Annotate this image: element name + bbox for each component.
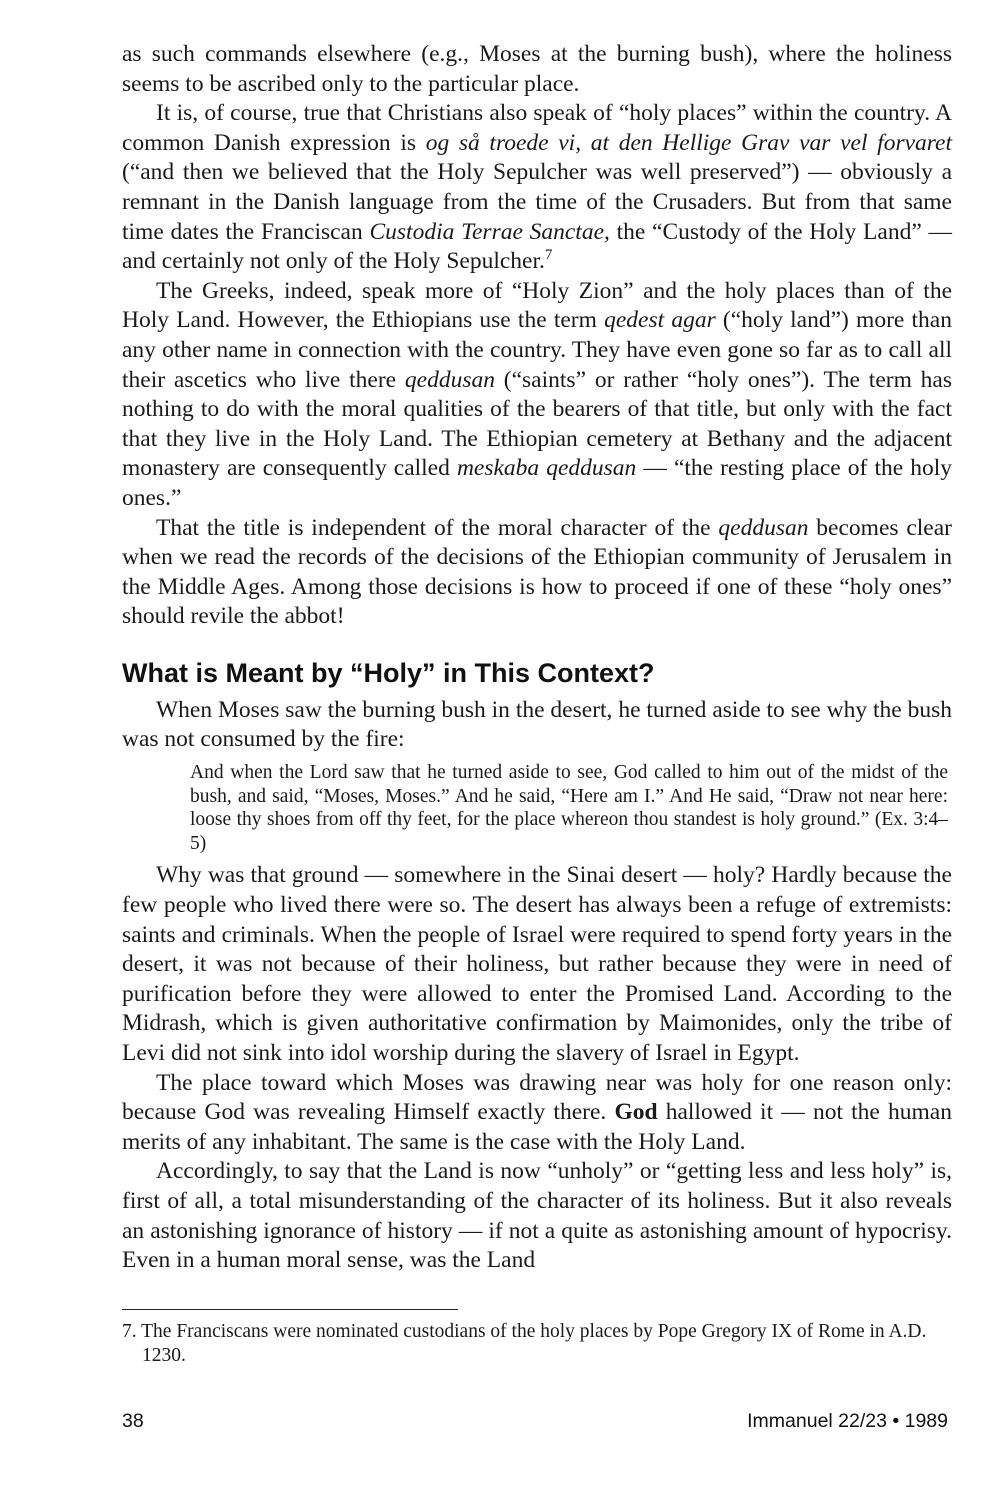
text-run: becomes clear when we read the records of the decisions of the Ethiopian community of Jerusalem in the Middle Ages. Among those decisions is how to proceed if one of these “holy ones” should revile the abbot! xyxy=(122,514,952,630)
italic-text: meskaba qeddusan xyxy=(456,455,637,482)
italic-text: qeddusan xyxy=(718,514,809,541)
paragraph xyxy=(122,514,952,632)
main-text xyxy=(122,40,952,1276)
paragraph: When Moses saw the burning bush in the desert, he turned aside to see why the bush was not consumed by the fire: xyxy=(122,696,952,753)
text-run: (“saints” or rather “holy ones”). The term has nothing to do with the moral qualities of the bearers of that title, but only with the fact that they live in the Holy Land. The Ethiopian cemetery at Bethany and the adjacent monastery are consequently called xyxy=(122,366,952,482)
section-heading: What is Meant by “Holy” in This Context? xyxy=(122,657,655,688)
paragraph xyxy=(122,277,952,514)
text-run: The Greeks, indeed, speak more of “Holy Zion” and the holy places than of the Holy Land. However, the Ethiopians use the term xyxy=(122,277,952,334)
footnote-divider xyxy=(122,1309,458,1310)
bold-text: God xyxy=(614,1099,658,1126)
block-quote: And when the Lord saw that he turned aside to see, God called to him out of the midst of the bush, and said, “Moses, Moses.” And he said, “Here am I.” And He said, “Draw not near here: loose thy shoes from off thy feet, for the place whereon thou standest is holy ground.” (Ex. 3:4–5) xyxy=(190,762,948,854)
footnote xyxy=(122,1320,952,1368)
text-run: the “Custody of the Holy Land” — and certainly not only of the Holy Sepulcher. xyxy=(122,218,952,275)
italic-text: Custodia Terrae Sanctae, xyxy=(369,218,610,245)
paragraph: Why was that ground — somewhere in the Sinai desert — holy? Hardly because the few people who lived there were so. The desert has always been a refuge of extremists: saints and criminals. When the people of Israel were required to spend forty years in the desert, it was not because of their holiness, but rather because they were in need of purification before they were allowed to enter the Promised Land. According to the Midrash, which is given authoritative confirmation by Maimonides, only the tribe of Levi did not sink into idol worship during the slavery of Israel in Egypt. xyxy=(122,862,952,1066)
text-run: It is, of course, true that Christians also speak of “holy places” within the country. A common Danish expression is xyxy=(122,100,952,156)
text-run: That the title is independent of the moral character of the xyxy=(156,514,719,541)
text-run: (“and then we believed that the Holy Sepulcher was well preserved”) — obviously a remnant in the Danish language from the time of the Crusaders. But from that same time dates the Franciscan xyxy=(122,159,952,245)
paragraph: as such commands elsewhere (e.g., Moses at the burning bush), where the holiness seems to be ascribed only to the particular place. xyxy=(122,41,952,97)
italic-text: qeddusan xyxy=(404,366,495,393)
footnote-marker[interactable]: 7 xyxy=(544,247,553,264)
page-number: 38 xyxy=(122,1410,144,1432)
footnote-text: 7. The Franciscans were nominated custodians of the holy places by Pope Gregory IX of Rome in A.D. 1230. xyxy=(122,1321,927,1366)
italic-text: og så troede vi, at den Hellige Grav var vel forvaret xyxy=(425,129,953,156)
running-footer: Immanuel 22/23 • 1989 xyxy=(747,1410,948,1432)
italic-text: qedest agar xyxy=(604,307,716,334)
text-run: — “the resting place of the holy ones.” xyxy=(122,455,953,511)
text-run: The place toward which Moses was drawing near was holy for one reason only: because God was revealing Himself exactly there. xyxy=(122,1069,952,1126)
paragraph xyxy=(122,99,952,277)
paragraph xyxy=(122,1069,952,1158)
paragraph: Accordingly, to say that the Land is now “unholy” or “getting less and less holy” is, first of all, a total misunderstanding of the character of its holiness. But it also reveals an astonishing ignorance of history — if not a quite as astonishing amount of hypocrisy. Even in a human moral sense, was the Land xyxy=(122,1158,952,1274)
text-run: hallowed it — not the human merits of any inhabitant. The same is the case with the Holy Land. xyxy=(122,1099,952,1155)
text-run: (“holy land”) more than any other name in connection with the country. They have even gone so far as to call all their ascetics who live there xyxy=(122,307,952,393)
